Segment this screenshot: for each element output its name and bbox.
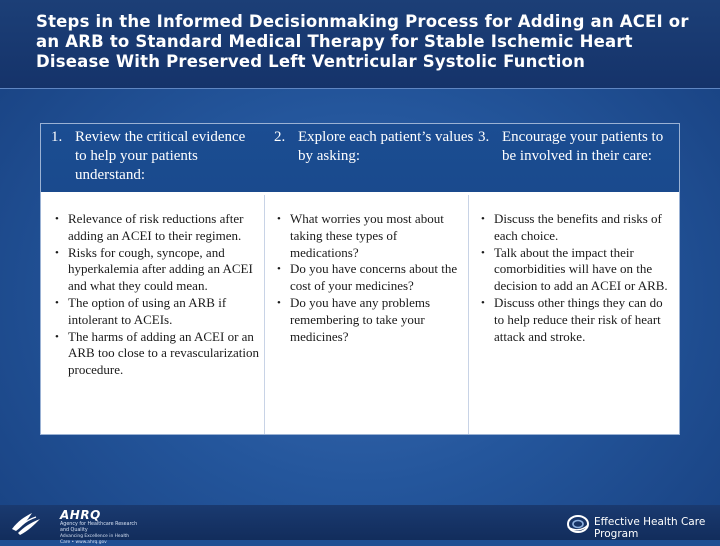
step-header-text: Explore each patient’s values by asking:: [298, 129, 474, 164]
list-item: • The harms of adding an ACEI or an ARB too close to a revascularization procedure.: [55, 329, 260, 379]
list-item: • What worries you most about taking these types of medications?: [277, 211, 465, 261]
steps-table: [40, 123, 680, 435]
step-number: 2.: [274, 129, 286, 145]
column-1-list: [55, 211, 260, 379]
table-header-row: [41, 124, 679, 192]
list-item: • Risks for cough, syncope, and hyperkalemia after adding an ACEI and what they could mean.: [55, 245, 260, 295]
list-item: • Talk about the impact their comorbidities will have on the decision to add an ACEI or ARB.: [481, 245, 673, 295]
ahrq-tagline-2: Advancing Excellence in Health Care • www.ahrq.gov: [60, 534, 130, 545]
ahrq-tagline: Agency for Healthcare Research and Quality: [60, 522, 138, 533]
step-header-text: Encourage your patients to be involved in their care:: [502, 129, 664, 164]
ehc-program-logo-icon: [566, 513, 590, 535]
list-item: • Relevance of risk reductions after adding an ACEI to their regimen.: [55, 211, 260, 245]
ahrq-mark: AHRQ: [60, 508, 101, 522]
step-header-text: Review the critical evidence to help your patients understand:: [75, 129, 246, 183]
program-name: Effective Health Care Program: [594, 516, 706, 540]
table-body-row: [41, 195, 679, 434]
step-number: 1.: [51, 129, 63, 145]
list-item: • Discuss the benefits and risks of each choice.: [481, 211, 673, 245]
list-item: • The option of using an ARB if intolerant to ACEIs.: [55, 295, 260, 329]
ahrq-logo: [60, 508, 140, 546]
hhs-eagle-icon: [8, 507, 44, 537]
list-item: • Discuss other things they can do to help reduce their risk of heart attack and stroke.: [481, 295, 673, 345]
column-divider: [264, 195, 265, 434]
step-number: 3.: [478, 129, 490, 145]
column-divider: [468, 195, 469, 434]
list-item: • Do you have any problems remembering to take your medicines?: [277, 295, 465, 345]
column-3-list: [481, 211, 673, 345]
slide-title: Steps in the Informed Decisionmaking Process for Adding an ACEI or an ARB to Standard Medical Therapy for Stable Ischemic Heart Disease With Preserved Left Ventricular Systolic Function: [36, 12, 689, 71]
list-item: • Do you have concerns about the cost of your medicines?: [277, 261, 465, 295]
column-2-list: [277, 211, 465, 345]
